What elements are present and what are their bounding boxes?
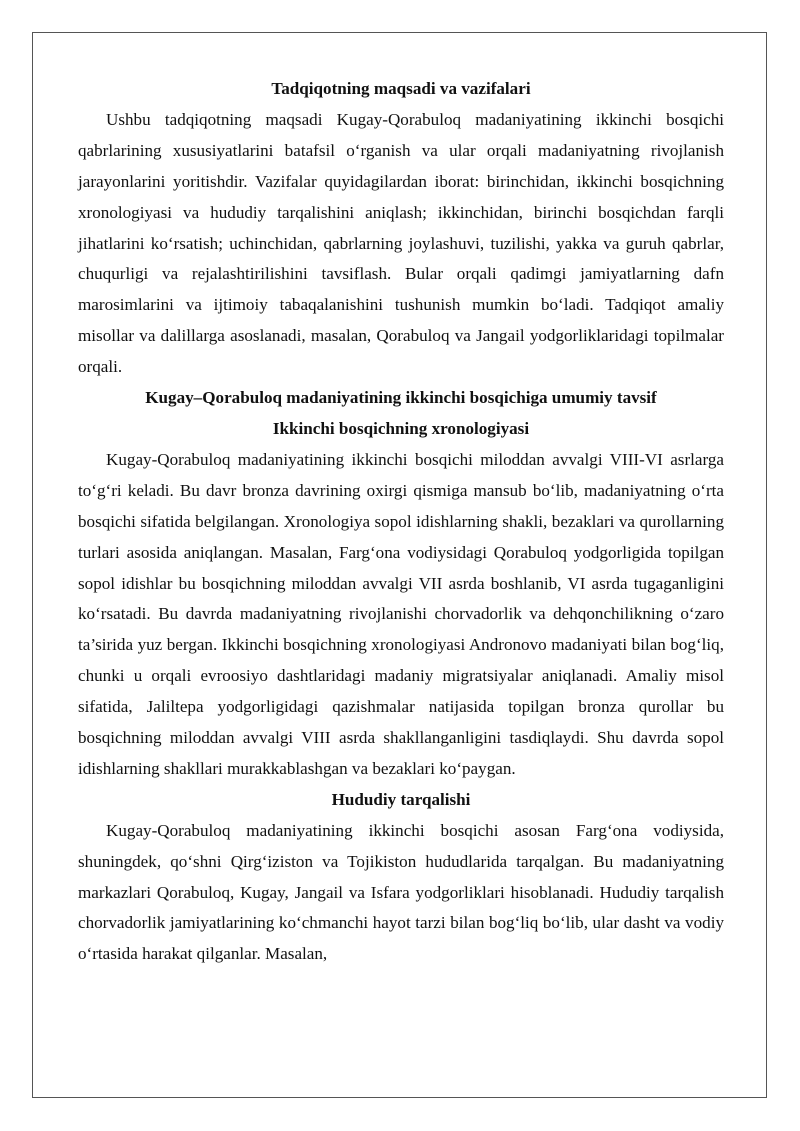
paragraph-distribution: Kugay-Qorabuloq madaniyatining ikkinchi bosqichi asosan Farg‘ona vodiysida, shuningdek, qo‘shni Qirg‘iziston va Tojikiston hududlarida tarqalgan. Bu madaniyatning markazlari Qorabuloq, Kugay, Jangail va Isfara yodgorliklari hisoblanadi. Hududiy tarqalish chorvadorlik jamiyatlarining ko‘chmanchi hayot tarzi bilan bog‘liq bo‘lib, ular dasht va vodiy o‘rtasida harakat qilganlar. Masalan,	[78, 820, 724, 964]
section-heading-overview: Kugay–Qorabuloq madaniyatining ikkinchi bosqichiga umumiy tavsif	[145, 388, 657, 408]
section-heading-chronology: Ikkinchi bosqichning xronologiyasi	[272, 418, 530, 438]
section-heading-distribution: Hududiy tarqalishi	[331, 789, 471, 809]
paragraph-objectives: Ushbu tadqiqotning maqsadi Kugay-Qorabuloq madaniyatining ikkinchi bosqichi qabrlarining xususiyatlarini batafsil o‘rganish va ular orqali madaniyatning rivojlanish jarayonlarini yoritishdir. Vazifalar quyidagilardan iborat: birinchidan, ikkinchi bosqichning xronologiyasi va hududiy tarqalishini aniqlash; ikkinchidan, birinchi bosqichdan farqli jihatlarini ko‘rsatish; uchinchidan, qabrlarning joylashuvi, tuzilishi, yakka va guruh qabrlar, chuqurligi va rejalashtirilishini tavsiflash. Bular orqali qadimgi jamiyatlarning dafn marosimlarini va ijtimoiy tabaqalanishini tushunish mumkin bo‘ladi. Tadqiqot amaliy misollar va dalillarga asoslanadi, masalan, Qorabuloq va Jangail yodgorliklaridagi topilmalar orqali.	[78, 109, 724, 377]
paragraph-chronology: Kugay-Qorabuloq madaniyatining ikkinchi bosqichi miloddan avvalgi VIII-VI asrlarga to‘g‘ri keladi. Bu davr bronza davrining oxirgi qismiga mansub bo‘lib, madaniyatning o‘rta bosqichi sifatida belgilangan. Xronologiya sopol idishlarning shakli, bezaklari va qurollarning turlari asosida aniqlangan. Masalan, Farg‘ona vodiysidagi Qorabuloq yodgorligida topilgan sopol idishlar bu bosqichning miloddan avvalgi VII asrda boshlanib, VI asrda tugaganligini ko‘rsatadi. Bu davrda madaniyatning rivojlanishi chorvadorlik va dehqonchilikning o‘zaro ta’sirida yuz bergan. Ikkinchi bosqichning xronologiyasi Andronovo madaniyati bilan bog‘liq, chunki u orqali evroosiyo dashtlaridagi madaniy migratsiyalar aniqlanadi. Amaliy misol sifatida, Jaliltepa yodgorligidagi qazishmalar natijasida topilgan bronza qurollar bu bosqichning miloddan avvalgi VIII asrda shakllanganligini tasdiqlaydi. Shu davrda sopol idishlarning shakllari murakkablashgan va bezaklari ko‘paygan.	[78, 449, 724, 778]
document-body	[78, 74, 724, 970]
section-heading-objectives: Tadqiqotning maqsadi va vazifalari	[271, 79, 531, 98]
